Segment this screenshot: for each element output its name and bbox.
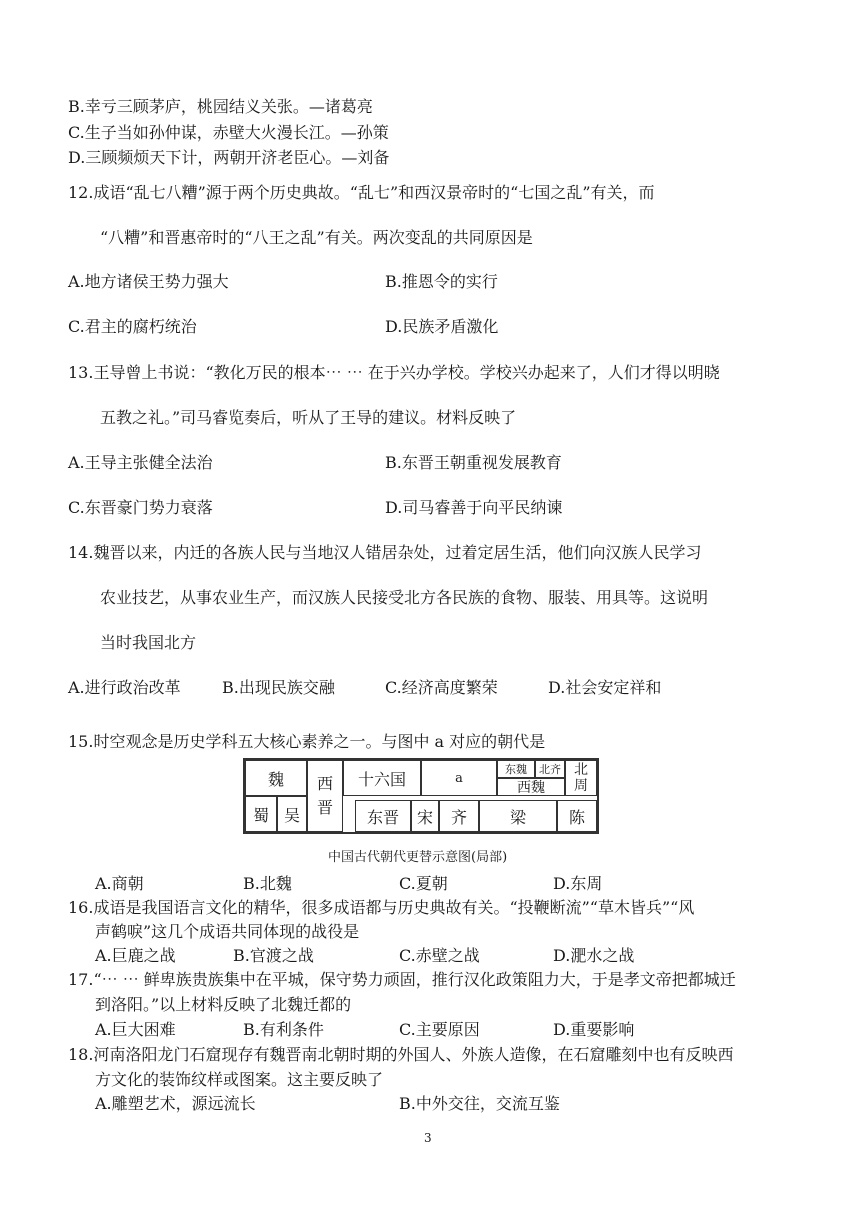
q17-option-b: B.有利条件: [243, 1020, 324, 1039]
q17-option-d: D.重要影响: [553, 1020, 635, 1039]
dynasty-wu: 吴: [277, 796, 307, 832]
q11-option-c: C.生子当如孙仲谋，赤壁大火漫长江。—孙策: [68, 123, 389, 142]
q16-option-a: A.巨鹿之战: [95, 946, 176, 965]
q14-stem-line1: 14.魏晋以来，内迁的各族人民与当地汉人错居杂处，过着定居生活，他们向汉族人民学习: [68, 543, 702, 562]
q15-stem: 15.时空观念是历史学科五大核心素养之一。与图中 a 对应的朝代是: [68, 732, 546, 751]
q13-stem-line2: 五教之礼。”司马睿览奏后，听从了王导的建议。材料反映了: [100, 408, 517, 427]
q12-option-c: C.君主的腐朽统治: [68, 317, 197, 336]
dynasty-dongwei: 东魏: [497, 760, 535, 778]
dynasty-diagram: [243, 758, 599, 834]
q13-option-b: B.东晋王朝重视发展教育: [385, 453, 562, 472]
q18-option-a: A.雕塑艺术，源远流长: [95, 1094, 256, 1113]
dynasty-a: a: [421, 760, 497, 796]
q16-option-c: C.赤壁之战: [399, 946, 480, 965]
q12-stem-line2: “八糟”和晋惠帝时的“八王之乱”有关。两次变乱的共同原因是: [100, 228, 533, 247]
q12-option-b: B.推恩令的实行: [385, 272, 498, 291]
q12-option-d: D.民族矛盾激化: [385, 317, 499, 336]
q17-option-c: C.主要原因: [399, 1020, 480, 1039]
q16-option-d: D.淝水之战: [553, 946, 635, 965]
q13-stem-line1: 13.王导曾上书说：“教化万民的根本⋯ ⋯ 在于兴办学校。学校兴办起来了，人们才得以明晓: [68, 363, 720, 382]
q16-stem-line2: 声鹤唳”这几个成语共同体现的战役是: [95, 922, 360, 941]
q16-option-b: B.官渡之战: [233, 946, 314, 965]
q15-option-c: C.夏朝: [399, 874, 448, 893]
q18-option-b: B.中外交往，交流互鉴: [399, 1094, 560, 1113]
q17-stem-line1: 17.“⋯ ⋯ 鲜卑族贵族集中在平城，保守势力顽固，推行汉化政策阻力大，于是孝文帝把都城迁: [68, 970, 736, 989]
dynasty-xiwei: 西魏: [497, 778, 565, 796]
q14-stem-line3: 当时我国北方: [100, 633, 197, 652]
q15-option-d: D.东周: [553, 874, 603, 893]
q15-option-a: A.商朝: [95, 874, 144, 893]
dynasty-song: 宋: [411, 800, 439, 832]
dynasty-chen: 陈: [557, 800, 597, 832]
dynasty-xijin: 西 晋: [307, 760, 343, 832]
q11-option-b: B.幸亏三顾茅庐，桃园结义关张。—诸葛亮: [68, 97, 373, 116]
q14-stem-line2: 农业技艺，从事农业生产，而汉族人民接受北方各民族的食物、服装、用具等。这说明: [100, 588, 709, 607]
dynasty-dongjin: 东晋: [355, 800, 411, 832]
dynasty-wei: 魏: [245, 760, 307, 796]
dynasty-beiqi: 北齐: [535, 760, 565, 778]
q14-option-d: D.社会安定祥和: [548, 678, 662, 697]
diagram-caption: 中国古代朝代更替示意图(局部): [328, 850, 508, 865]
dynasty-liang: 梁: [479, 800, 557, 832]
page-number: 3: [424, 1131, 432, 1145]
q17-stem-line2: 到洛阳。”以上材料反映了北魏迁都的: [95, 995, 352, 1014]
dynasty-qi: 齐: [439, 800, 479, 832]
q14-option-b: B.出现民族交融: [222, 678, 335, 697]
dynasty-shiliuguo: 十六国: [343, 760, 421, 796]
q15-option-b: B.北魏: [243, 874, 292, 893]
q18-stem-line1: 18.河南洛阳龙门石窟现存有魏晋南北朝时期的外国人、外族人造像，在石窟雕刻中也有反映西: [68, 1045, 734, 1064]
q12-stem-line1: 12.成语“乱七八糟”源于两个历史典故。“乱七”和西汉景帝时的“七国之乱”有关，而: [68, 183, 655, 202]
q11-option-d: D.三顾频烦天下计，两朝开济老臣心。—刘备: [68, 148, 390, 167]
q13-option-a: A.王导主张健全法治: [68, 453, 213, 472]
q13-option-d: D.司马睿善于向平民纳谏: [385, 498, 563, 517]
dynasty-beizhou: 北 周: [565, 760, 597, 796]
q18-stem-line2: 方文化的装饰纹样或图案。这主要反映了: [95, 1070, 384, 1089]
q12-option-a: A.地方诸侯王势力强大: [68, 272, 229, 291]
q16-stem-line1: 16.成语是我国语言文化的精华，很多成语都与历史典故有关。“投鞭断流”“草木皆兵”“风: [68, 898, 695, 917]
dynasty-shu: 蜀: [245, 796, 277, 832]
q13-option-c: C.东晋豪门势力衰落: [68, 498, 213, 517]
q14-option-c: C.经济高度繁荣: [385, 678, 498, 697]
q17-option-a: A.巨大困难: [95, 1020, 176, 1039]
q14-option-a: A.进行政治改革: [68, 678, 181, 697]
